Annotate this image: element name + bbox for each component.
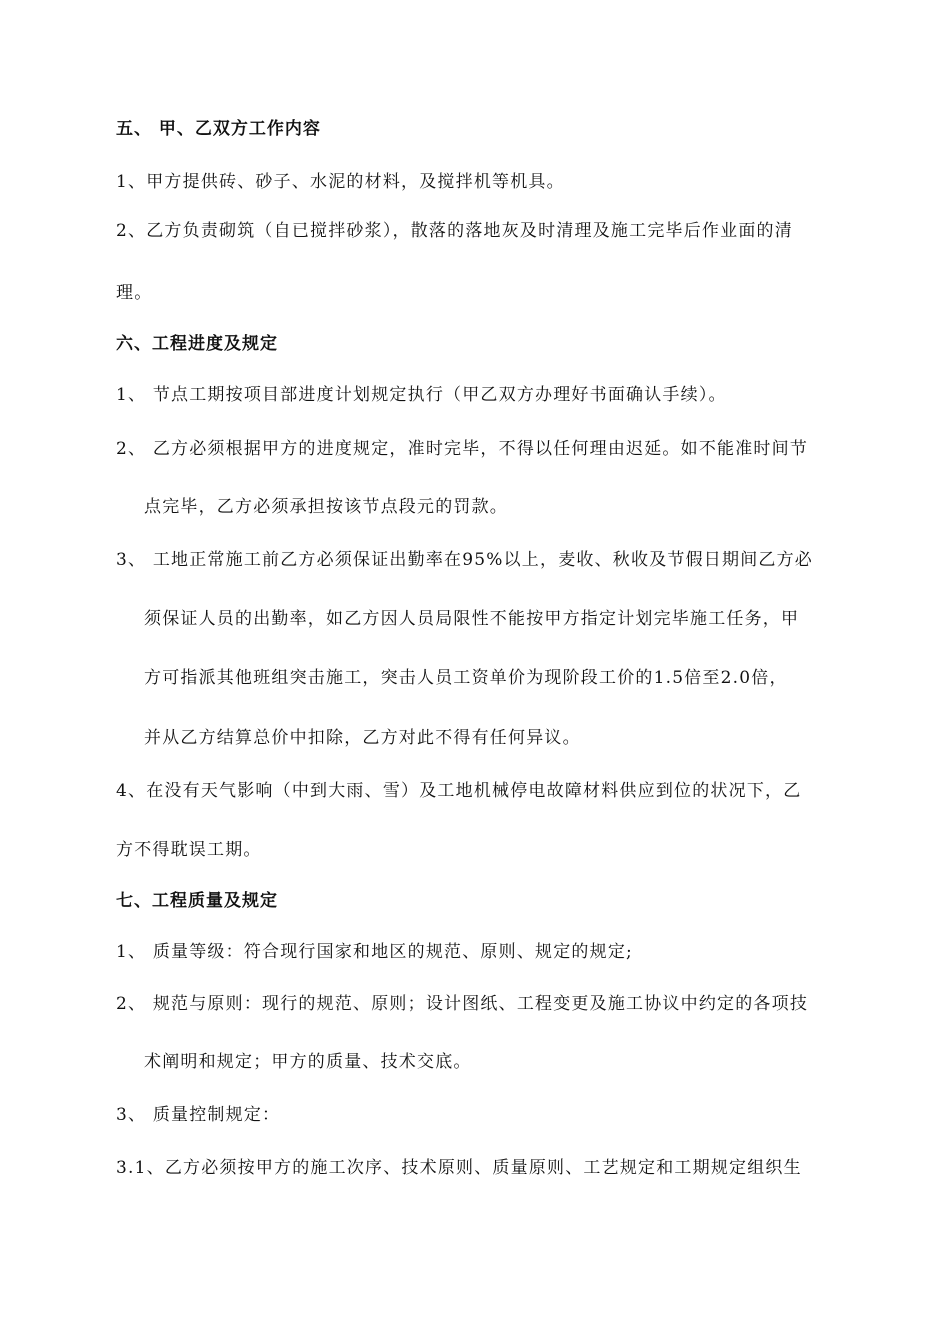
section-7-item-2-cont: 术阐明和规定；甲方的质量、技术交底。 [144, 1052, 472, 1072]
section-7-item-1: 1、 质量等级：符合现行国家和地区的规范、原则、规定的规定; [116, 942, 633, 962]
section-6-item-2: 2、 乙方必须根据甲方的进度规定，准时完毕，不得以任何理由迟延。如不能准时间节 [116, 439, 809, 459]
section-6-item-3-cont-1: 须保证人员的出勤率，如乙方因人员局限性不能按甲方指定计划完毕施工任务，甲 [144, 609, 800, 629]
section-7-item-3-1: 3.1、乙方必须按甲方的施工次序、技术原则、质量原则、工艺规定和工期规定组织生 [116, 1158, 802, 1178]
section-7-item-3: 3、 质量控制规定： [116, 1105, 281, 1125]
section-5-heading: 五、 甲、乙双方工作内容 [116, 119, 321, 139]
section-6-item-4-cont: 方不得耽误工期。 [116, 840, 262, 860]
section-5-item-2: 2、乙方负责砌筑（自已搅拌砂浆），散落的落地灰及时清理及施工完毕后作业面的清 [116, 221, 793, 241]
section-6-item-3: 3、 工地正常施工前乙方必须保证出勤率在95%以上，麦收、秋收及节假日期间乙方必 [116, 550, 814, 570]
section-6-heading: 六、工程进度及规定 [116, 334, 278, 354]
section-5-item-2-cont: 理。 [116, 283, 153, 303]
section-6-item-1: 1、 节点工期按项目部进度计划规定执行（甲乙双方办理好书面确认手续）。 [116, 385, 727, 405]
section-6-item-2-cont: 点完毕，乙方必须承担按该节点段元的罚款。 [144, 497, 508, 517]
section-7-item-2: 2、 规范与原则：现行的规范、原则；设计图纸、工程变更及施工协议中约定的各项技 [116, 994, 809, 1014]
section-6-item-3-cont-2: 方可指派其他班组突击施工，突击人员工资单价为现阶段工价的1.5倍至2.0倍， [144, 668, 788, 688]
section-7-heading: 七、工程质量及规定 [116, 891, 278, 911]
section-6-item-4: 4、在没有天气影响（中到大雨、雪）及工地机械停电故障材料供应到位的状况下，乙 [116, 781, 802, 801]
section-5-item-1: 1、甲方提供砖、砂子、水泥的材料，及搅拌机等机具。 [116, 172, 565, 192]
section-6-item-3-cont-3: 并从乙方结算总价中扣除，乙方对此不得有任何异议。 [144, 728, 581, 748]
